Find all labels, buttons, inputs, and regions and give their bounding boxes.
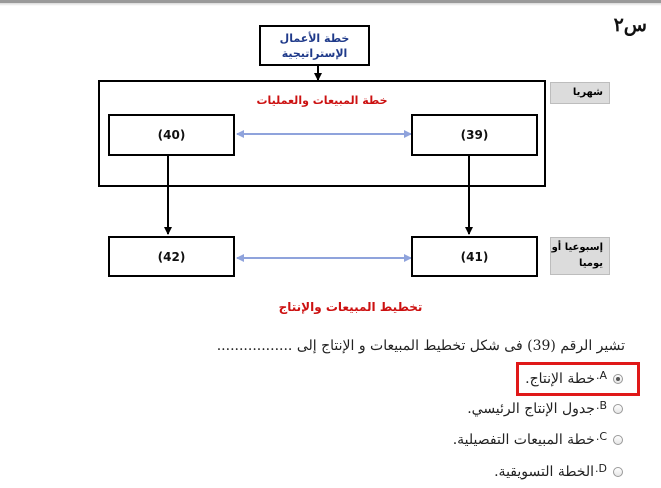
option-b-text: جدول الإنتاج الرئيسي.	[467, 401, 595, 417]
option-b-radio[interactable]	[613, 404, 623, 414]
answer-highlight-box	[516, 362, 640, 396]
diagram-caption: تخطيط المبيعات والإنتاج	[278, 300, 423, 314]
option-c-radio[interactable]	[613, 435, 623, 445]
label-weekly-daily: إسبوعيا أو يوميا	[550, 237, 610, 275]
option-d-text: الخطة التسويقية.	[494, 464, 595, 480]
option-a-text: خطة الإنتاج.	[525, 371, 595, 387]
box-40	[108, 114, 235, 156]
option-b-letter: B.	[595, 398, 607, 412]
option-d[interactable]	[494, 461, 623, 483]
option-b[interactable]	[467, 398, 623, 420]
box-40-label: (40)	[157, 128, 186, 142]
top-box-line2: الإستراتيجية	[281, 46, 348, 60]
option-c-text: خطة المبيعات التفصيلية.	[452, 432, 595, 448]
label-monthly: شهريا	[550, 82, 610, 104]
option-d-radio[interactable]	[613, 467, 623, 477]
box-41	[411, 236, 538, 277]
option-c-letter: C.	[595, 429, 607, 443]
box-41-label: (41)	[460, 249, 489, 264]
option-c[interactable]	[453, 429, 623, 451]
box-39	[411, 114, 538, 156]
box-42-label: (42)	[157, 249, 186, 264]
box-42	[108, 236, 235, 277]
top-box-line1: خطة الأعمال	[279, 31, 350, 45]
sop-title: خطة المبيعات والعمليات	[256, 94, 388, 107]
strategic-business-plan-box	[259, 25, 370, 66]
box-39-label: (39)	[460, 128, 489, 142]
question-text: تشير الرقم (39) فى شكل تخطيط المبيعات و الإنتاج إلى .................	[216, 338, 625, 354]
option-a-letter: A.	[595, 368, 607, 382]
option-d-letter: D.	[595, 461, 607, 475]
question-number: س٢	[613, 14, 647, 36]
